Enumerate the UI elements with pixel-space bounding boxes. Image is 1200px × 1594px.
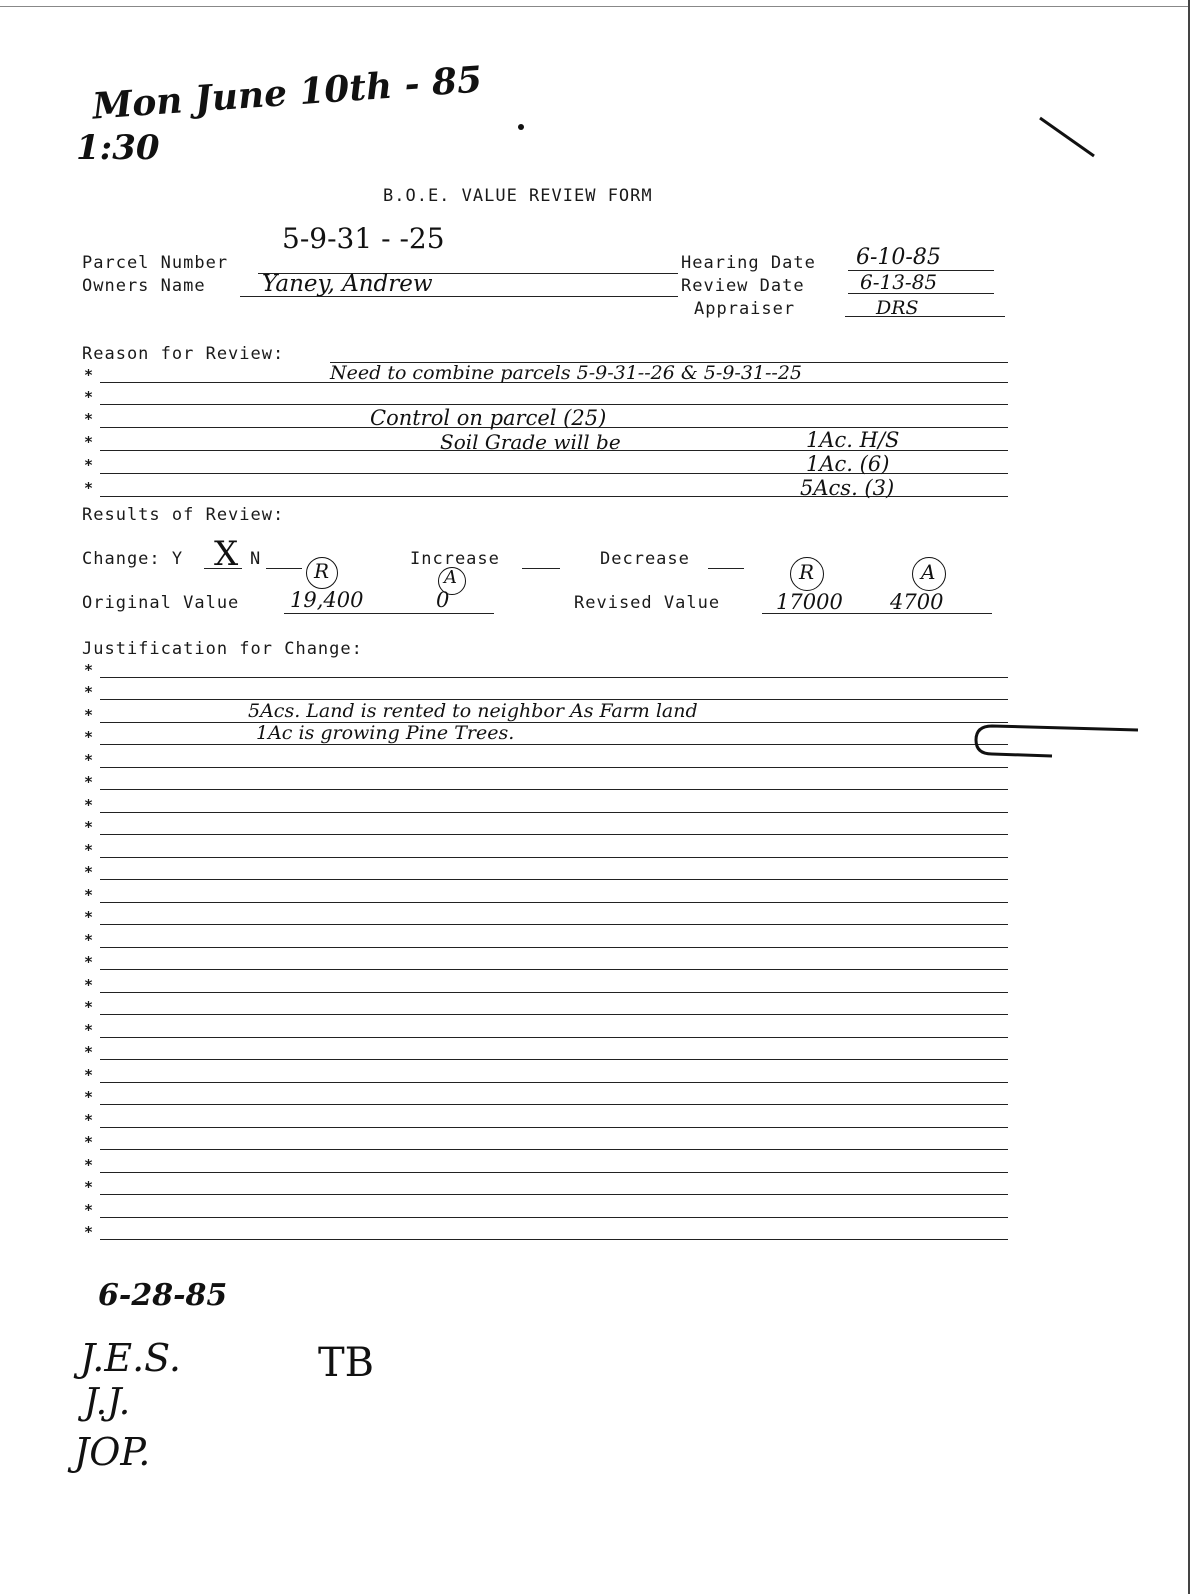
change-label: Change: Y — [82, 549, 184, 569]
reason-label: Reason for Review: — [82, 344, 285, 364]
justification-line-4: 1Ac is growing Pine Trees. — [256, 722, 515, 744]
hearing-date-label: Hearing Date — [681, 253, 816, 273]
revised-value-label: Revised Value — [574, 593, 721, 613]
change-y-line — [204, 568, 242, 569]
reason-line-1: Need to combine parcels 5-9-31--26 & 5-9-31--25 — [330, 362, 803, 384]
reason-line-6: 5Acs. (3) — [800, 476, 895, 500]
review-date-line — [848, 293, 994, 294]
parcel-number-label: Parcel Number — [82, 253, 229, 273]
reason-line-4b: 1Ac. H/S — [806, 428, 900, 452]
justification-line-3: 5Acs. Land is rented to neighbor As Farm land — [248, 700, 698, 722]
review-date-value: 6-13-85 — [860, 270, 938, 294]
date-note: Mon June 10th - 85 — [91, 58, 484, 128]
revised-value-line — [762, 613, 992, 614]
increase-line — [522, 568, 560, 569]
r-mark: R — [314, 559, 330, 583]
original-value-line — [284, 613, 494, 614]
change-n-label: N — [250, 549, 262, 569]
original-value-r: 19,400 — [290, 588, 364, 612]
revised-a-mark: A — [921, 560, 936, 584]
hearing-date-value: 6-10-85 — [856, 245, 941, 270]
reason-line-4a: Soil Grade will be — [440, 430, 621, 454]
appraiser-label: Appraiser — [694, 299, 796, 319]
revised-value-r: 17000 — [776, 590, 843, 614]
owners-name-line — [240, 296, 678, 297]
original-value-label: Original Value — [82, 593, 240, 613]
footer-initials-2: J.J. — [84, 1382, 131, 1423]
owners-name-label: Owners Name — [82, 276, 206, 296]
owners-name-value: Yaney, Andrew — [262, 271, 433, 297]
time-note: 1:30 — [76, 128, 160, 168]
footer-initials-3: JOP. — [74, 1430, 151, 1474]
footer-date: 6-28-85 — [98, 1278, 228, 1313]
reason-line-3: Control on parcel (25) — [370, 406, 607, 430]
original-value-a: 0 — [436, 588, 450, 612]
change-mark: X — [214, 534, 239, 574]
form-title: B.O.E. VALUE REVIEW FORM — [383, 186, 653, 206]
footer-initials-4: TB — [318, 1340, 375, 1386]
review-date-label: Review Date — [681, 276, 805, 296]
increase-label: Increase — [410, 549, 500, 569]
decrease-label: Decrease — [600, 549, 690, 569]
change-n-line — [266, 568, 302, 569]
appraiser-line — [845, 316, 1005, 317]
footer-initials-1: J.E.S. — [80, 1336, 181, 1380]
revised-value-a: 4700 — [890, 590, 944, 614]
stray-dot — [518, 124, 524, 130]
justification-label: Justification for Change: — [82, 639, 363, 659]
parcel-number-value: 5-9-31 - -25 — [282, 222, 445, 255]
results-label: Results of Review: — [82, 505, 285, 525]
revised-r-mark: R — [799, 560, 815, 584]
decrease-line — [708, 568, 744, 569]
appraiser-value: DRS — [876, 297, 919, 319]
reason-line-5: 1Ac. (6) — [806, 452, 890, 476]
a-mark: A — [444, 567, 457, 588]
